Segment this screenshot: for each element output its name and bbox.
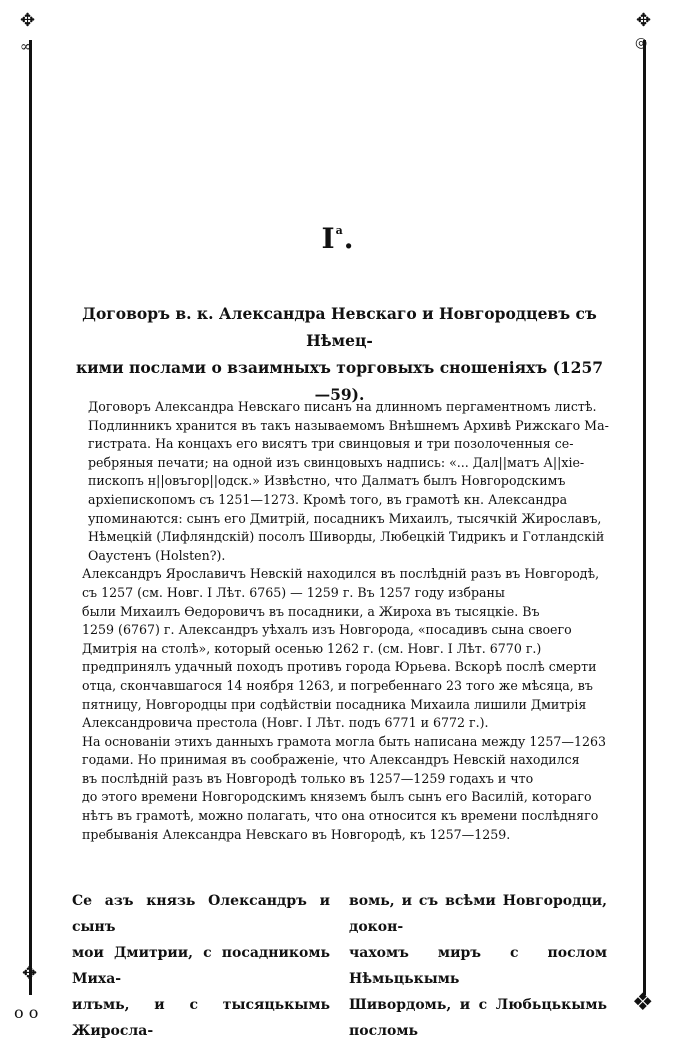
ornament-bottom-left-ring-icon: o o	[14, 1003, 39, 1022]
note-line: упоминаются: сынъ его Дмитрій, посадникъ Михаилъ, тысячкій Жирославъ,	[88, 510, 602, 526]
charter-line: Се азъ князь Олександръ и сынъ	[72, 893, 330, 935]
note-line: Дмитрія на столѣ», который осенью 1262 г. (см. Новг. I Лѣт. 6770 г.)	[82, 640, 542, 656]
note-line: пребыванія Александра Невскаго въ Новгородѣ, къ 1257—1259.	[82, 826, 511, 842]
note-line: Договоръ Александра Невскаго писанъ на длинномъ пергаментномъ листѣ.	[88, 399, 597, 414]
editorial-notes	[82, 398, 610, 844]
note-line: пископъ н||овъгор||одск.» Извѣстно, что Далматъ былъ Новгородскимъ	[88, 473, 566, 489]
section-numeral-sup: a	[335, 224, 344, 237]
charter-column-left	[72, 888, 330, 1044]
ornament-bottom-left-icon: ✥	[22, 963, 38, 984]
charter-line: чахомъ миръ с послом Нѣмьцькымь	[349, 945, 607, 987]
note-line: нѣтъ въ грамотѣ, можно полагать, что она относится къ времени послѣдняго	[82, 808, 599, 824]
note-line: были Михаилъ Ѳедоровичъ въ посадники, а Жироха въ тысяцкіе. Въ	[82, 603, 540, 619]
note-line: предпринялъ удачный походъ противъ города Юрьева. Вскорѣ послѣ смерти	[82, 659, 597, 675]
charter-line: вомь, и съ всѣми Новгородци, докон-	[349, 893, 607, 935]
note-line: 1259 (6767) г. Александръ уѣхалъ изъ Новгорода, «посадивъ сына своего	[82, 622, 572, 638]
note-line: пятницу, Новгородцы при содѣйствіи посадника Михаила лишили Дмитрія	[82, 696, 587, 712]
section-numeral-dot: .	[343, 222, 355, 255]
note-line: Подлинникъ хранится въ такъ называемомъ Внѣшнемъ Архивѣ Рижскаго Ма-	[88, 417, 609, 433]
note-line: Александръ Ярославичъ Невскій находился въ послѣдній разъ въ Новгородѣ,	[82, 566, 600, 582]
note-line: архіепископомъ съ 1251—1273. Кромѣ того, въ грамотѣ кн. Александра	[88, 491, 568, 507]
right-border-rule	[643, 40, 646, 995]
notes-paragraph-2	[82, 565, 610, 732]
notes-paragraph-1	[88, 398, 610, 565]
charter-column-right	[349, 888, 607, 1044]
note-line: Оаустенъ (Holsten?).	[88, 547, 226, 563]
ornament-top-right-ring-icon: ◎	[635, 35, 648, 51]
note-line: гистрата. На концахъ его висятъ три свинцовыя и три позолоченныя се-	[88, 436, 574, 452]
ornament-bottom-right-icon: ❖	[632, 988, 654, 1016]
charter-line: мои Дмитрии, с посадникомь Миха-	[72, 945, 330, 987]
note-line: въ послѣдній разъ въ Новгородѣ только въ 1257—1259 годахъ и что	[82, 770, 534, 786]
note-line: ребряныя печати; на одной изъ свинцовыхъ надпись: «... Дал||матъ А||хіе-	[88, 454, 585, 470]
section-numeral	[0, 222, 676, 255]
title-line-2: кими послами о взаимныхъ торговыхъ сношеніяхъ (1257—59).	[75, 358, 604, 404]
note-line: Александровича престола (Новг. I Лѣт. подъ 6771 и 6772 г.).	[82, 715, 489, 731]
ornament-top-left-ring-icon: ∞	[20, 39, 32, 55]
left-border-rule	[29, 40, 32, 995]
charter-line: илъмь, и с тысяцькымь Жиросла-	[72, 997, 330, 1039]
note-line: На основаніи этихъ данныхъ грамота могла быть написана между 1257—1263	[82, 733, 607, 749]
note-line: Нѣмецкій (Лифляндскій) посолъ Шиворды, Любецкій Тидрикъ и Готландскій	[88, 529, 605, 545]
note-line: отца, скончавшагося 14 ноября 1263, и погребеннаго 23 того же мѣсяца, въ	[82, 677, 593, 693]
notes-paragraph-3	[82, 733, 610, 845]
charter-line: Шивордомь, и с Любьцькымь посломь	[349, 997, 607, 1039]
section-numeral-main: I	[321, 222, 336, 255]
charter-text	[72, 888, 607, 1044]
ornament-top-right-icon: ✥	[636, 10, 652, 31]
title-line-1: Договоръ в. к. Александра Невскаго и Новгородцевъ съ Нѣмец-	[82, 304, 597, 350]
ornament-top-left-icon: ✥	[20, 10, 36, 31]
page-title	[72, 300, 607, 408]
note-line: до этого времени Новгородскимъ княземъ былъ сынъ его Василій, котораго	[82, 789, 592, 805]
note-line: съ 1257 (см. Новг. I Лѣт. 6765) — 1259 г. Въ 1257 году избраны	[82, 584, 505, 600]
note-line: годами. Но принимая въ соображеніе, что Александръ Невскій находился	[82, 752, 580, 768]
